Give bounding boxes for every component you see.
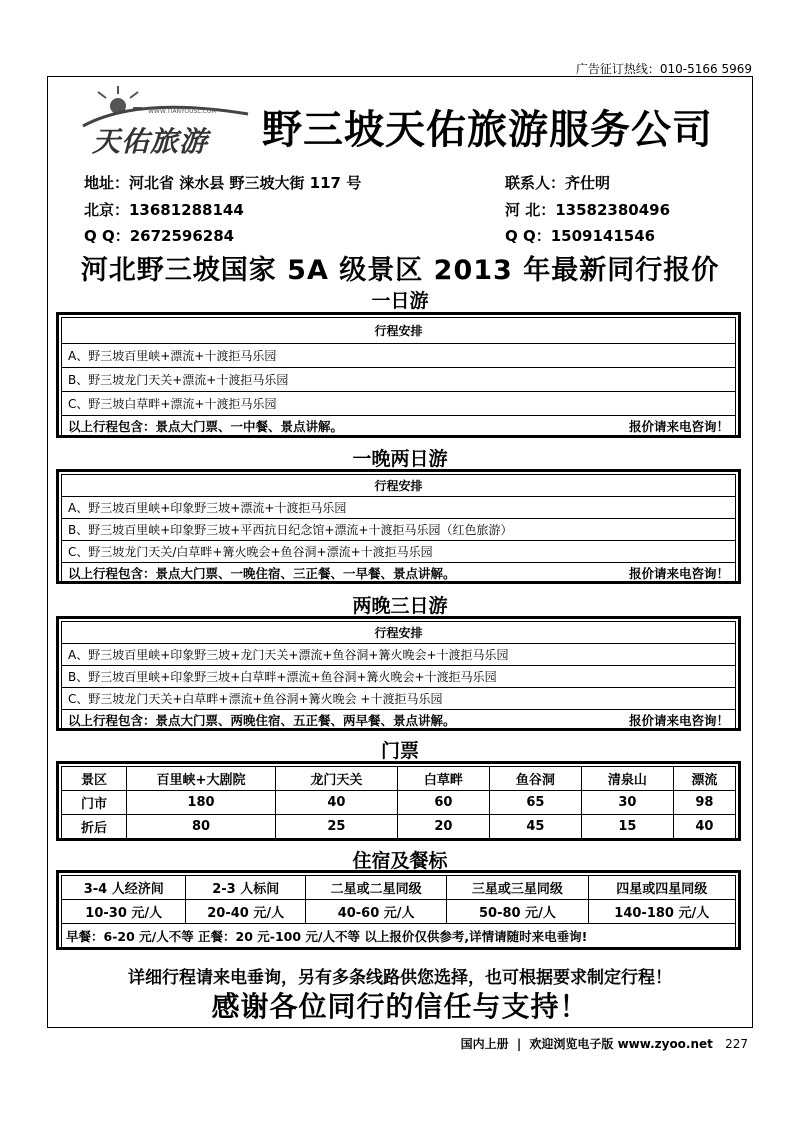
page-footer (461, 1035, 748, 1052)
lodging-title: 住宿及餐标 (352, 850, 448, 872)
address: 地址：河北省 涞水县 野三坡大街 117 号 (84, 174, 362, 192)
header-cell: 三星或三星同级 (447, 876, 588, 900)
hebei-phone: 河 北：13582380496 (505, 201, 671, 219)
header-cell: 白草畔 (397, 767, 489, 791)
header-cell: 漂流 (673, 767, 735, 791)
table-cell: 50-80 元/人 (447, 900, 588, 924)
beijing-phone: 北京：13681288144 (84, 201, 244, 219)
includes-row (62, 710, 735, 729)
price-note: 报价请来电咨询！ (628, 419, 729, 434)
table-header-row (62, 767, 736, 791)
includes-text: 以上行程包含：景点大门票、一中餐、景点讲解。 (68, 419, 344, 434)
one-day-box (56, 312, 741, 438)
page-number: 227 (725, 1037, 748, 1051)
one-day-title: 一日游 (371, 290, 429, 312)
table-row (62, 815, 736, 839)
qq-2: Q Q：1509141546 (505, 227, 656, 245)
includes-row (62, 416, 735, 436)
logo-url: WWW.TIANYOUSL.COM (148, 108, 217, 115)
bottom-note: 详细行程请来电垂询，另有多条线路供您选择，也可根据要求制定行程！ (128, 968, 672, 988)
header-cell: 景区 (62, 767, 127, 791)
price-note: 报价请来电咨询！ (628, 565, 729, 581)
footer-separator: | (516, 1037, 522, 1051)
table-cell: 20 (397, 815, 489, 839)
logo-text: 天佑旅游 (92, 125, 209, 158)
table-cell: 80 (127, 815, 276, 839)
lodging-box (56, 870, 741, 950)
table-cell: 180 (127, 791, 276, 815)
includes-text: 以上行程包含：景点大门票、两晚住宿、五正餐、两早餐、景点讲解。 (68, 712, 456, 728)
contact-person: 联系人：齐仕明 (505, 174, 611, 192)
route-c: C、野三坡龙门天关+白草畔+漂流+鱼谷洞+篝火晚会 +十渡拒马乐园 (62, 688, 735, 710)
header-cell: 龙门天关 (276, 767, 398, 791)
three-day-title: 两晚三日游 (352, 595, 448, 617)
meal-note: 早餐：6-20 元/人不等 正餐：20 元-100 元/人不等 以上报价仅供参考,详情请随时来电垂询! (62, 924, 736, 948)
qq-1: Q Q：2672596284 (84, 227, 235, 245)
ad-hotline: 广告征订热线：010-5166 5969 (575, 62, 752, 76)
table-row (62, 924, 736, 948)
footer-site[interactable]: 欢迎浏览电子版 www.zyoo.net (529, 1037, 713, 1051)
tickets-box (56, 761, 741, 841)
lodging-table (61, 875, 736, 948)
main-title: 河北野三坡国家 5A 级景区 2013 年最新同行报价 (80, 255, 720, 286)
table-cell: 40 (673, 815, 735, 839)
table-cell: 65 (489, 791, 581, 815)
header-cell: 2-3 人标间 (186, 876, 306, 900)
route-b: B、野三坡百里峡+印象野三坡+平西抗日纪念馆+漂流+十渡拒马乐园（红色旅游） (62, 519, 735, 541)
route-c: C、野三坡白草畔+漂流+十渡拒马乐园 (62, 392, 735, 416)
route-a: A、野三坡百里峡+漂流+十渡拒马乐园 (62, 344, 735, 368)
itinerary-header: 行程安排 (62, 475, 735, 497)
table-header-row (62, 876, 736, 900)
table-cell: 140-180 元/人 (588, 900, 735, 924)
table-row (62, 900, 736, 924)
table-cell: 40 (276, 791, 398, 815)
two-day-title: 一晚两日游 (352, 448, 448, 470)
table-cell: 30 (581, 791, 673, 815)
header-cell: 百里峡+大剧院 (127, 767, 276, 791)
table-row (62, 791, 736, 815)
table-cell: 折后 (62, 815, 127, 839)
route-b: B、野三坡龙门天关+漂流+十渡拒马乐园 (62, 368, 735, 392)
itinerary-header: 行程安排 (62, 622, 735, 644)
route-a: A、野三坡百里峡+印象野三坡+漂流+十渡拒马乐园 (62, 497, 735, 519)
three-day-box (56, 616, 741, 731)
two-day-box (56, 469, 741, 584)
company-name: 野三坡天佑旅游服务公司 (262, 107, 713, 153)
header-cell: 二星或二星同级 (305, 876, 446, 900)
table-cell: 10-30 元/人 (62, 900, 186, 924)
route-c: C、野三坡龙门天关/白草畔+篝火晚会+鱼谷洞+漂流+十渡拒马乐园 (62, 541, 735, 563)
table-cell: 25 (276, 815, 398, 839)
table-cell: 98 (673, 791, 735, 815)
header-cell: 3-4 人经济间 (62, 876, 186, 900)
header-cell: 鱼谷洞 (489, 767, 581, 791)
company-logo (78, 86, 254, 156)
route-b: B、野三坡百里峡+印象野三坡+白草畔+漂流+鱼谷洞+篝火晚会+十渡拒马乐园 (62, 666, 735, 688)
includes-row (62, 563, 735, 582)
route-a: A、野三坡百里峡+印象野三坡+龙门天关+漂流+鱼谷洞+篝火晚会+十渡拒马乐园 (62, 644, 735, 666)
itinerary-header: 行程安排 (62, 318, 735, 344)
table-cell: 门市 (62, 791, 127, 815)
header-cell: 四星或四星同级 (588, 876, 735, 900)
table-cell: 15 (581, 815, 673, 839)
tickets-table (61, 766, 736, 839)
price-note: 报价请来电咨询！ (628, 712, 729, 728)
header-cell: 清泉山 (581, 767, 673, 791)
thanks-slogan: 感谢各位同行的信任与支持！ (211, 990, 589, 1023)
table-cell: 60 (397, 791, 489, 815)
table-cell: 20-40 元/人 (186, 900, 306, 924)
footer-section: 国内上册 (460, 1037, 509, 1051)
table-cell: 40-60 元/人 (305, 900, 446, 924)
table-cell: 45 (489, 815, 581, 839)
includes-text: 以上行程包含：景点大门票、一晚住宿、三正餐、一早餐、景点讲解。 (68, 565, 456, 581)
tickets-title: 门票 (380, 740, 419, 762)
